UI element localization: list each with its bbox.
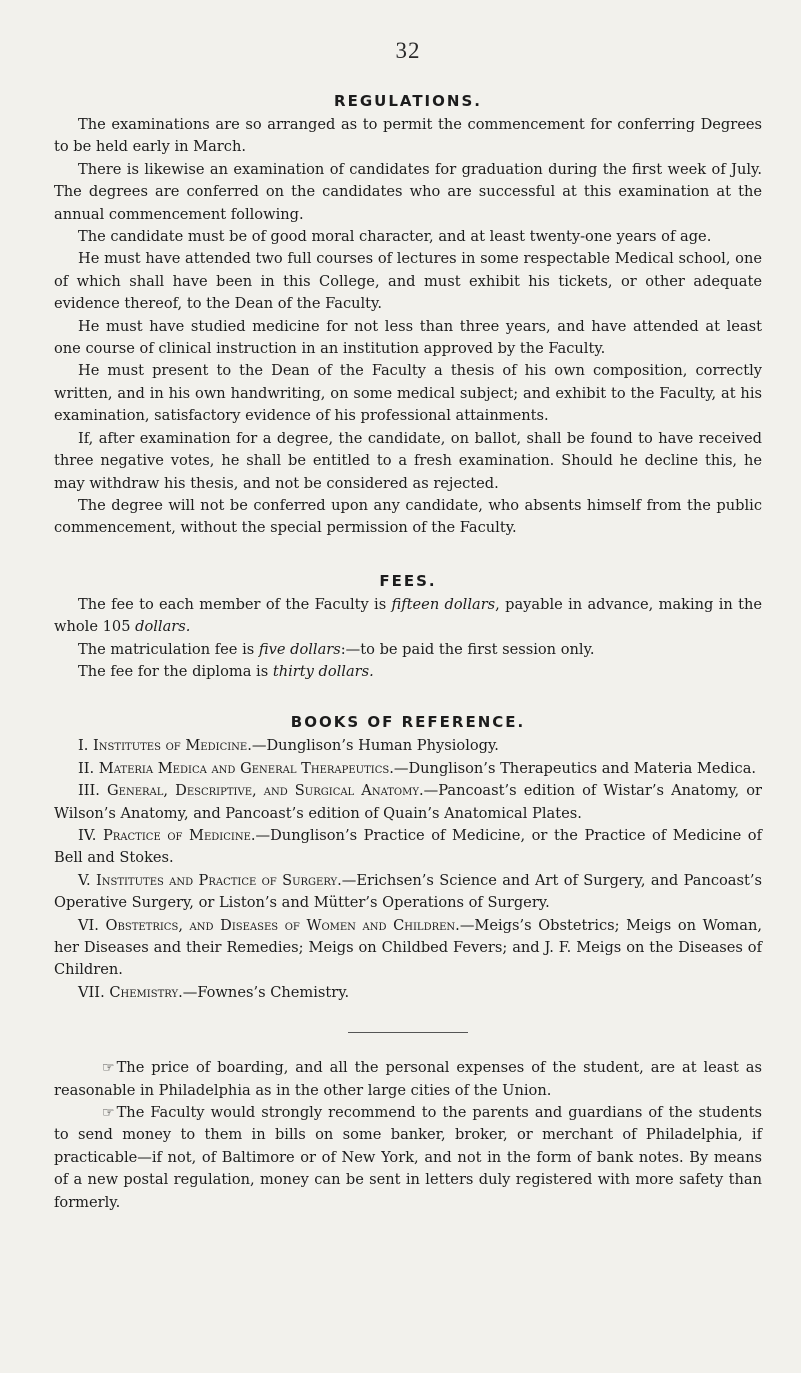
book-item: II. Materia Medica and General Therapeutics.—Dunglison’s Therapeutics and Materia Medica.	[78, 759, 757, 777]
section-divider	[348, 1032, 468, 1033]
book-item: V. Institutes and Practice of Surgery.—Erichsen’s Science and Art of Surgery, and Pancoast’s Operative Surgery, or Liston’s and Mütter’s Operations of Surgery.	[54, 871, 762, 912]
regulations-paragraph: There is likewise an examination of candidates for graduation during the first week of July. The degrees are conferred on the candidates who are successful at this examination at the annual commencement following.	[54, 160, 762, 223]
notes-section	[54, 1057, 762, 1214]
fees-section	[54, 572, 762, 684]
regulations-paragraph: The candidate must be of good moral character, and at least twenty-one years of age.	[78, 228, 712, 246]
regulations-paragraph: He must have attended two full courses of lectures in some respectable Medical school, one of which shall have been in this College, and must exhibit his tickets, or other adequate evidence thereof, to the Dean of the Faculty.	[54, 250, 762, 313]
book-item: IV. Practice of Medicine.—Dunglison’s Practice of Medicine, or the Practice of Medicine of Bell and Stokes.	[54, 826, 762, 867]
note-boarding: ☞ The price of boarding, and all the personal expenses of the student, are at least as reasonable in Philadelphia as in the other large cities of the Union.	[54, 1059, 762, 1099]
document-page	[54, 38, 762, 1214]
regulations-paragraph: The degree will not be conferred upon any candidate, who absents himself from the public commencement, without the special permission of the Faculty.	[54, 496, 762, 537]
regulations-paragraph: If, after examination for a degree, the candidate, on ballot, shall be found to have received three negative votes, he shall be entitled to a fresh examination. Should he decline this, he may withdraw his thesis, and not be considered as rejected.	[54, 429, 762, 492]
fees-paragraph-faculty: The fee to each member of the Faculty is fifteen dollars, payable in advance, making in the whole 105 dollars.	[54, 595, 762, 636]
fees-paragraph-matriculation: The matriculation fee is five dollars:—to be paid the first session only.	[78, 640, 595, 658]
book-item: III. General, Descriptive, and Surgical Anatomy.—Pancoast’s edition of Wistar’s Anatomy, or Wilson’s Anatomy, and Pancoast’s edition of Quain’s Anatomical Plates.	[54, 782, 762, 822]
books-heading: BOOKS OF REFERENCE.	[290, 713, 526, 732]
regulations-paragraph: The examinations are so arranged as to permit the commencement for conferring Degrees to be held early in March.	[54, 116, 762, 156]
regulations-paragraph: He must present to the Dean of the Faculty a thesis of his own composition, correctly written, and in his own handwriting, on some medical subject; and exhibit to the Faculty, at his examination, satisfactory evidence of his professional attainments.	[54, 362, 762, 425]
regulations-paragraph: He must have studied medicine for not less than three years, and have attended at least one course of clinical instruction in an institution approved by the Faculty.	[54, 317, 762, 358]
fees-paragraph-diploma: The fee for the diploma is thirty dollars.	[78, 662, 374, 680]
fees-heading: FEES.	[379, 571, 437, 590]
book-item: I. Institutes of Medicine.—Dunglison’s Human Physiology.	[78, 737, 499, 755]
pointing-hand-icon: ☞	[102, 1105, 115, 1122]
page-number: 32	[395, 38, 421, 63]
book-item: VI. Obstetrics, and Diseases of Women and Children.—Meigs’s Obstetrics; Meigs on Woman, her Diseases and their Remedies; Meigs on Childbed Fevers; and J. F. Meigs on the Diseases of Children.	[54, 916, 762, 979]
note-money: ☞ The Faculty would strongly recommend to the parents and guardians of the students to send money to them in bills on some banker, broker, or merchant of Philadelphia, if practicable—if not, of Baltimore or of New York, and not in the form of bank notes. By means of a new postal regulation, money can be sent in letters duly registered with more safety than formerly.	[54, 1104, 762, 1211]
regulations-section	[54, 92, 762, 540]
books-section	[54, 713, 762, 1004]
pointing-hand-icon: ☞	[102, 1060, 115, 1077]
regulations-heading: REGULATIONS.	[334, 92, 482, 110]
book-item: VII. Chemistry.—Fownes’s Chemistry.	[78, 983, 350, 1001]
